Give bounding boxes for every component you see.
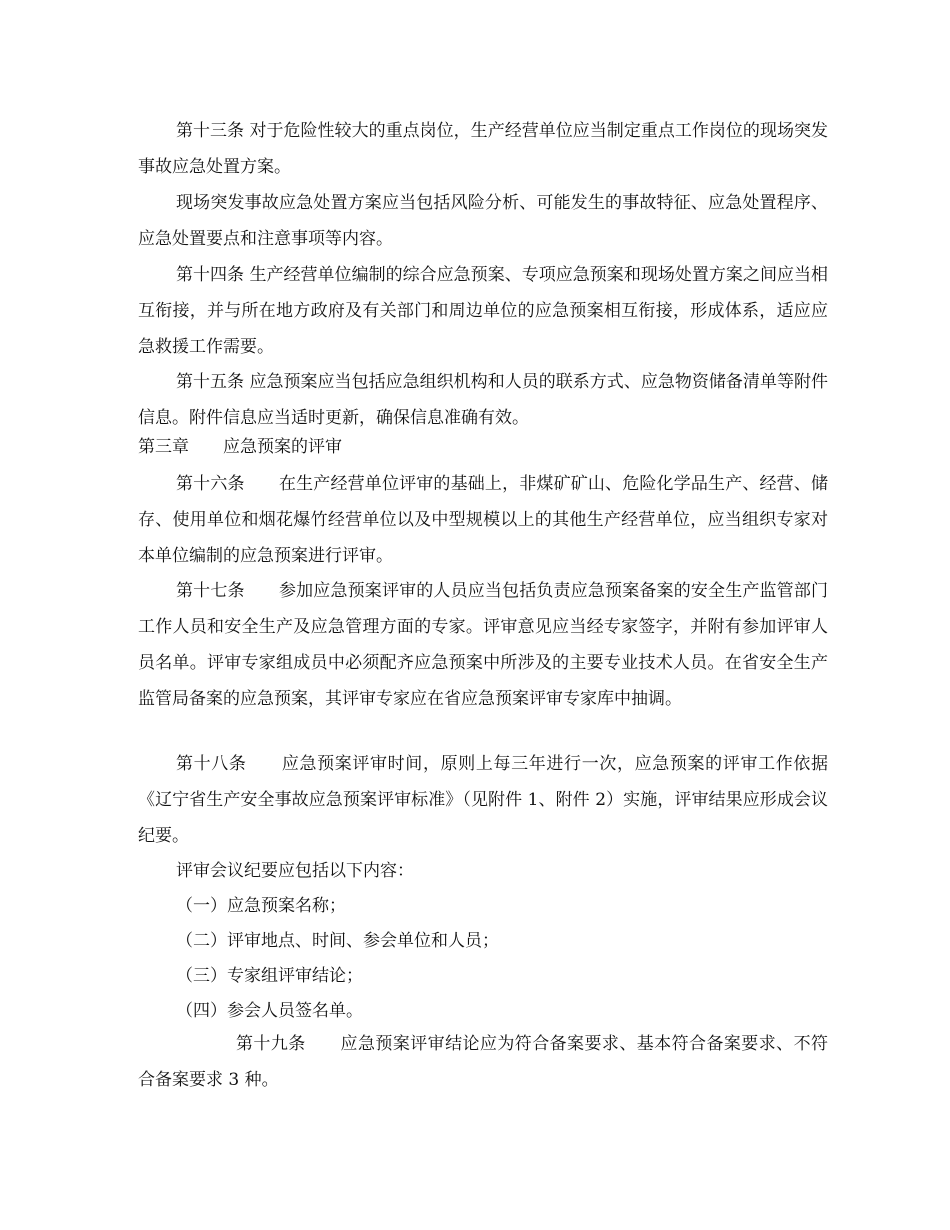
minutes-intro-paragraph: 评审会议纪要应包括以下内容： [176, 861, 414, 881]
list-item-3: （三）专家组评审结论； [176, 966, 363, 986]
article-16-paragraph: 第十六条 在生产经营单位评审的基础上，非煤矿矿山、危险化学品生产、经营、储存、使用单位和烟花爆竹经营单位以及中型规模以上的其他生产经营单位，应当组织专家对本单位编制的应急预案进行评审。 [138, 474, 828, 566]
article-19-paragraph: 第十九条 应急预案评审结论应为符合备案要求、基本符合备案要求、不符合备案要求 3 种。 [138, 1034, 828, 1090]
article-15-paragraph: 第十五条 应急预案应当包括应急组织机构和人员的联系方式、应急物资储备清单等附件信息。附件信息应当适时更新，确保信息准确有效。 [138, 372, 828, 428]
list-item-2: （二）评审地点、时间、参会单位和人员； [176, 931, 499, 951]
chapter-3-heading: 第三章 应急预案的评审 [138, 437, 342, 457]
article-17-paragraph: 第十七条 参加应急预案评审的人员应当包括负责应急预案备案的安全生产监管部门工作人员和安全生产及应急管理方面的专家。评审意见应当经专家签字，并附有参加评审人员名单。评审专家组成员中必须配齐应急预案中所涉及的主要专业技术人员。在省安全生产监管局备案的应急预案，其评审专家应在省应急预案评审专家库中抽调。 [138, 581, 828, 709]
list-item-4: （四）参会人员签名单。 [176, 1001, 363, 1021]
article-13-paragraph: 第十三条 对于危险性较大的重点岗位，生产经营单位应当制定重点工作岗位的现场突发事故应急处置方案。 [138, 121, 828, 177]
article-18-paragraph: 第十八条 应急预案评审时间，原则上每三年进行一次，应急预案的评审工作依据《辽宁省生产安全事故应急预案评审标准》（见附件 1、附件 2）实施，评审结果应形成会议纪要。 [138, 754, 828, 846]
list-item-1: （一）应急预案名称； [176, 896, 346, 916]
article-13-content-paragraph: 现场突发事故应急处置方案应当包括风险分析、可能发生的事故特征、应急处置程序、应急处置要点和注意事项等内容。 [138, 193, 828, 249]
article-14-paragraph: 第十四条 生产经营单位编制的综合应急预案、专项应急预案和现场处置方案之间应当相互衔接，并与所在地方政府及有关部门和周边单位的应急预案相互衔接，形成体系，适应应急救援工作需要。 [138, 265, 828, 357]
